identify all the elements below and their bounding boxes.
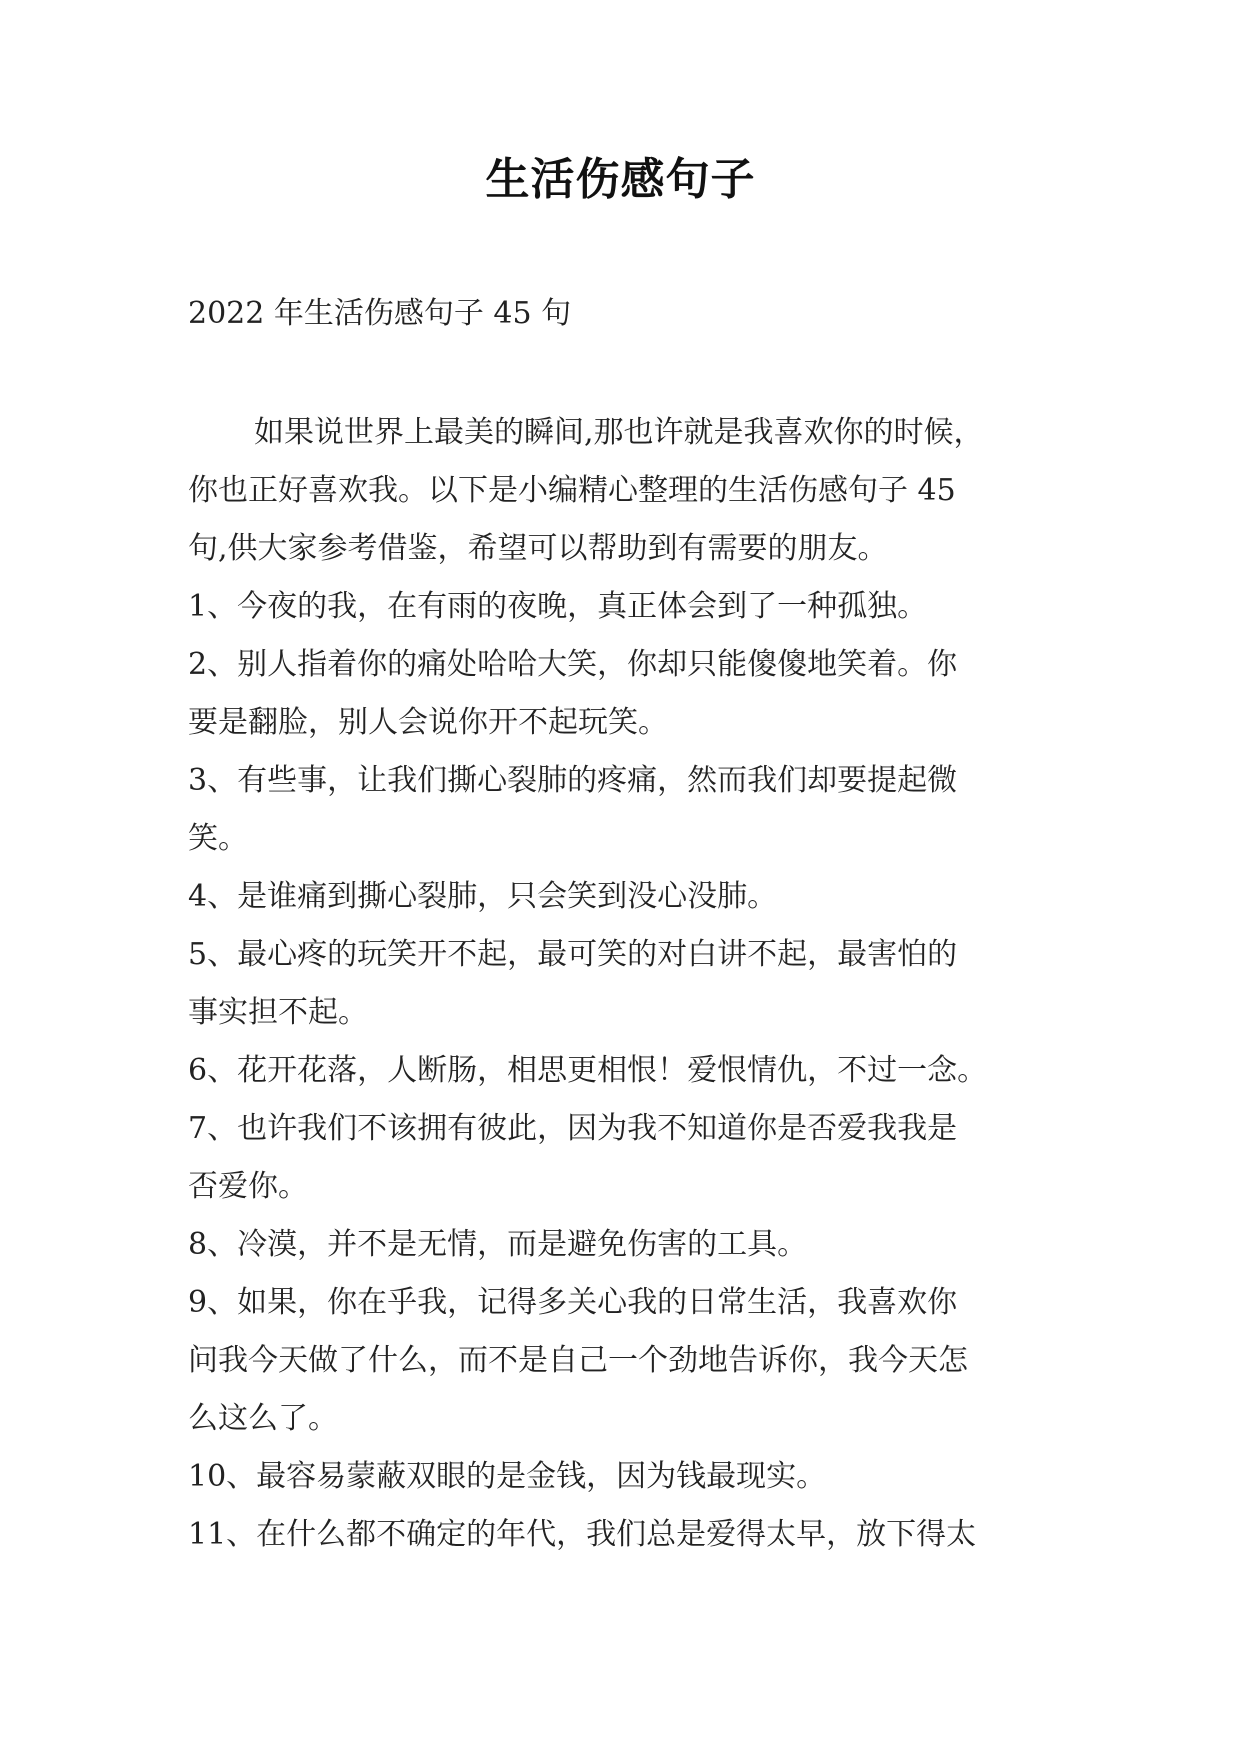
- intro-line: 如果说世界上最美的瞬间,那也许就是我喜欢你的时候，: [254, 415, 984, 450]
- sentence-line: 否爱你。: [188, 1169, 308, 1204]
- sentence-line: 笑。: [188, 821, 248, 856]
- sentence-line: 3、有些事，让我们撕心裂肺的疼痛，然而我们却要提起微: [188, 763, 958, 798]
- intro-line: 句,供大家参考借鉴，希望可以帮助到有需要的朋友。: [188, 531, 888, 566]
- sentence-line: 么这么了。: [188, 1401, 338, 1436]
- sentence-line: 1、今夜的我，在有雨的夜晚，真正体会到了一种孤独。: [188, 589, 928, 624]
- sentence-line: 要是翻脸，别人会说你开不起玩笑。: [188, 705, 668, 740]
- document-subtitle: 2022 年生活伤感句子 45 句: [188, 296, 572, 331]
- sentence-line: 5、最心疼的玩笑开不起，最可笑的对白讲不起，最害怕的: [188, 937, 958, 972]
- sentence-line: 7、也许我们不该拥有彼此，因为我不知道你是否爱我我是: [188, 1111, 958, 1146]
- sentence-line: 10、最容易蒙蔽双眼的是金钱，因为钱最现实。: [188, 1459, 827, 1494]
- document-title: 生活伤感句子: [485, 154, 756, 205]
- sentence-line: 事实担不起。: [188, 995, 368, 1030]
- sentence-line: 6、花开花落，人断肠，相思更相恨！爱恨情仇，不过一念。: [188, 1053, 988, 1088]
- sentence-line: 4、是谁痛到撕心裂肺，只会笑到没心没肺。: [188, 879, 778, 914]
- sentence-line: 9、如果，你在乎我，记得多关心我的日常生活，我喜欢你: [188, 1285, 958, 1320]
- document-body: [188, 404, 1068, 1564]
- sentence-line: 11、在什么都不确定的年代，我们总是爱得太早，放下得太: [188, 1517, 977, 1552]
- sentence-line: 问我今天做了什么，而不是自己一个劲地告诉你，我今天怎: [188, 1343, 968, 1378]
- sentence-line: 2、别人指着你的痛处哈哈大笑，你却只能傻傻地笑着。你: [188, 647, 958, 682]
- intro-line: 你也正好喜欢我。以下是小编精心整理的生活伤感句子 45: [188, 473, 956, 508]
- sentence-line: 8、冷漠，并不是无情，而是避免伤害的工具。: [188, 1227, 808, 1262]
